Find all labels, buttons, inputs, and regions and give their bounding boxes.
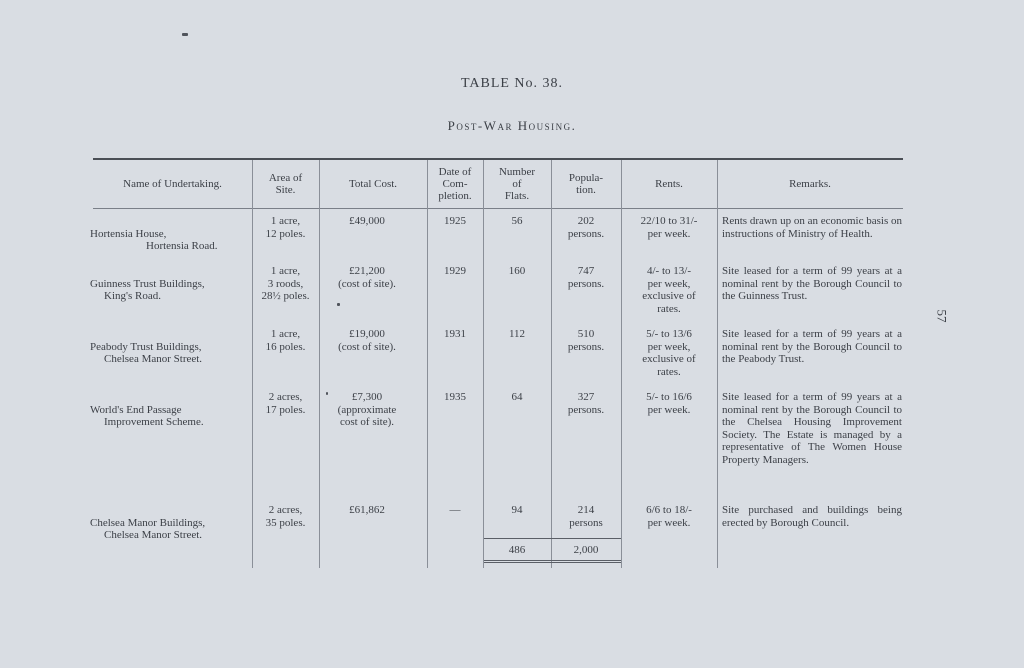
- table-row-1-flats: 56: [511, 215, 523, 227]
- table-row-1-cost: £49,000: [349, 215, 385, 227]
- header-rents: Rents.: [655, 178, 683, 190]
- table-row-4-flats: 64: [511, 391, 523, 403]
- table-row-4-population: 327 persons.: [567, 391, 605, 416]
- table-row-3-name: [90, 328, 252, 378]
- table-row-1-remarks: Rents drawn up on an economic basis on instructions of Ministry of Health.: [722, 215, 902, 240]
- name-line-1: Peabody Trust Buildings,: [90, 340, 202, 353]
- table-row-5-rents: 6/6 to 18/- per week.: [646, 504, 692, 529]
- table-row-4-remarks: Site leased for a term of 99 years at a nominal rent by the Borough Council to the Chelsea Housing Improvement Society. The Estate is managed by a representative of The Women House Property Managers.: [722, 391, 902, 466]
- table-row-1-name: [90, 215, 252, 265]
- header-flats: Number of Flats.: [498, 166, 536, 202]
- table-row-3-remarks: Site leased for a term of 99 years at a nominal rent by the Borough Council to the Peabody Trust.: [722, 328, 902, 365]
- name-line-2: Improvement Scheme.: [104, 416, 204, 428]
- table-row-4-date: 1935: [444, 391, 466, 403]
- table-row-5-population: 214 persons: [569, 504, 603, 529]
- table-row-3-flats: 112: [508, 328, 526, 340]
- table-title: TABLE No. 38.: [460, 76, 564, 91]
- page-number: 57: [934, 309, 950, 323]
- table-row-1-date: 1925: [444, 215, 466, 227]
- table-row-4-area: 2 acres, 17 poles.: [265, 391, 306, 416]
- totals-bottom-rule: [484, 562, 621, 563]
- totals-bottom-rule: [484, 560, 621, 561]
- name-line-1: Hortensia House,: [90, 227, 167, 240]
- table-row-1-rents: 22/10 to 31/- per week.: [640, 215, 698, 240]
- header-name: Name of Undertaking.: [123, 178, 222, 190]
- table-row-2-rents: 4/- to 13/- per week, exclusive of rates.: [642, 265, 696, 315]
- table-row-3-date: 1931: [444, 328, 466, 340]
- table-row-5-remarks: Site purchased and buildings being erected by Borough Council.: [722, 504, 902, 529]
- header-bottom-rule: [93, 208, 903, 209]
- table-row-2-population: 747 persons.: [567, 265, 605, 290]
- name-line-1: Chelsea Manor Buildings,: [90, 516, 206, 529]
- table-row-2-flats: 160: [508, 265, 526, 277]
- table-row-5-cost: £61,862: [349, 504, 385, 516]
- table-row-5-flats: 94: [511, 504, 523, 516]
- header-area: Area of Site.: [268, 172, 303, 196]
- header-date: Date of Com- pletion.: [438, 166, 472, 202]
- column-divider: [717, 160, 718, 568]
- name-line-2: King's Road.: [104, 290, 161, 302]
- table-row-2-cost: £21,200 (cost of site).: [338, 265, 396, 290]
- table-row-3-rents: 5/- to 13/6 per week, exclusive of rates.: [642, 328, 696, 378]
- table-row-4-cost: £7,300 (approximate cost of site).: [337, 391, 397, 428]
- name-line-2: Hortensia Road.: [146, 240, 218, 252]
- table-row-2-date: 1929: [444, 265, 466, 277]
- total-flats: 486: [508, 544, 526, 556]
- name-line-1: World's End Passage: [90, 403, 182, 416]
- header-cost: Total Cost.: [348, 178, 398, 190]
- ink-speck: [182, 33, 188, 36]
- table-row-1-area: 1 acre, 12 poles.: [265, 215, 306, 240]
- ink-speck: [337, 303, 340, 306]
- table-row-5-area: 2 acres, 35 poles.: [265, 504, 306, 529]
- table-row-2-name: [90, 265, 252, 315]
- table-row-2-area: 1 acre, 3 roods, 28½ poles.: [261, 265, 310, 302]
- table-row-3-area: 1 acre, 16 poles.: [265, 328, 306, 353]
- table-subtitle: Post-War Housing.: [447, 118, 577, 133]
- table-row-1-population: 202 persons.: [567, 215, 605, 240]
- table-row-3-population: 510 persons.: [567, 328, 605, 353]
- table-row-4-rents: 5/- to 16/6 per week.: [646, 391, 692, 416]
- table-row-4-name: [90, 391, 252, 441]
- table-row-5-date: —: [449, 504, 461, 516]
- table-row-2-remarks: Site leased for a term of 99 years at a nominal rent by the Borough Council to the Guinness Trust.: [722, 265, 902, 302]
- name-line-1: Guinness Trust Buildings,: [90, 277, 205, 290]
- table-row-5-name: [90, 504, 252, 554]
- table-row-3-cost: £19,000 (cost of site).: [338, 328, 396, 353]
- totals-top-rule: [484, 538, 621, 539]
- ink-speck: [326, 392, 328, 395]
- name-line-2: Chelsea Manor Street.: [104, 353, 203, 365]
- name-line-2: Chelsea Manor Street.: [104, 529, 203, 541]
- total-population: 2,000: [573, 544, 599, 556]
- table-top-rule: [93, 158, 903, 160]
- header-population: Popula- tion.: [568, 172, 604, 196]
- header-remarks: Remarks.: [789, 178, 831, 190]
